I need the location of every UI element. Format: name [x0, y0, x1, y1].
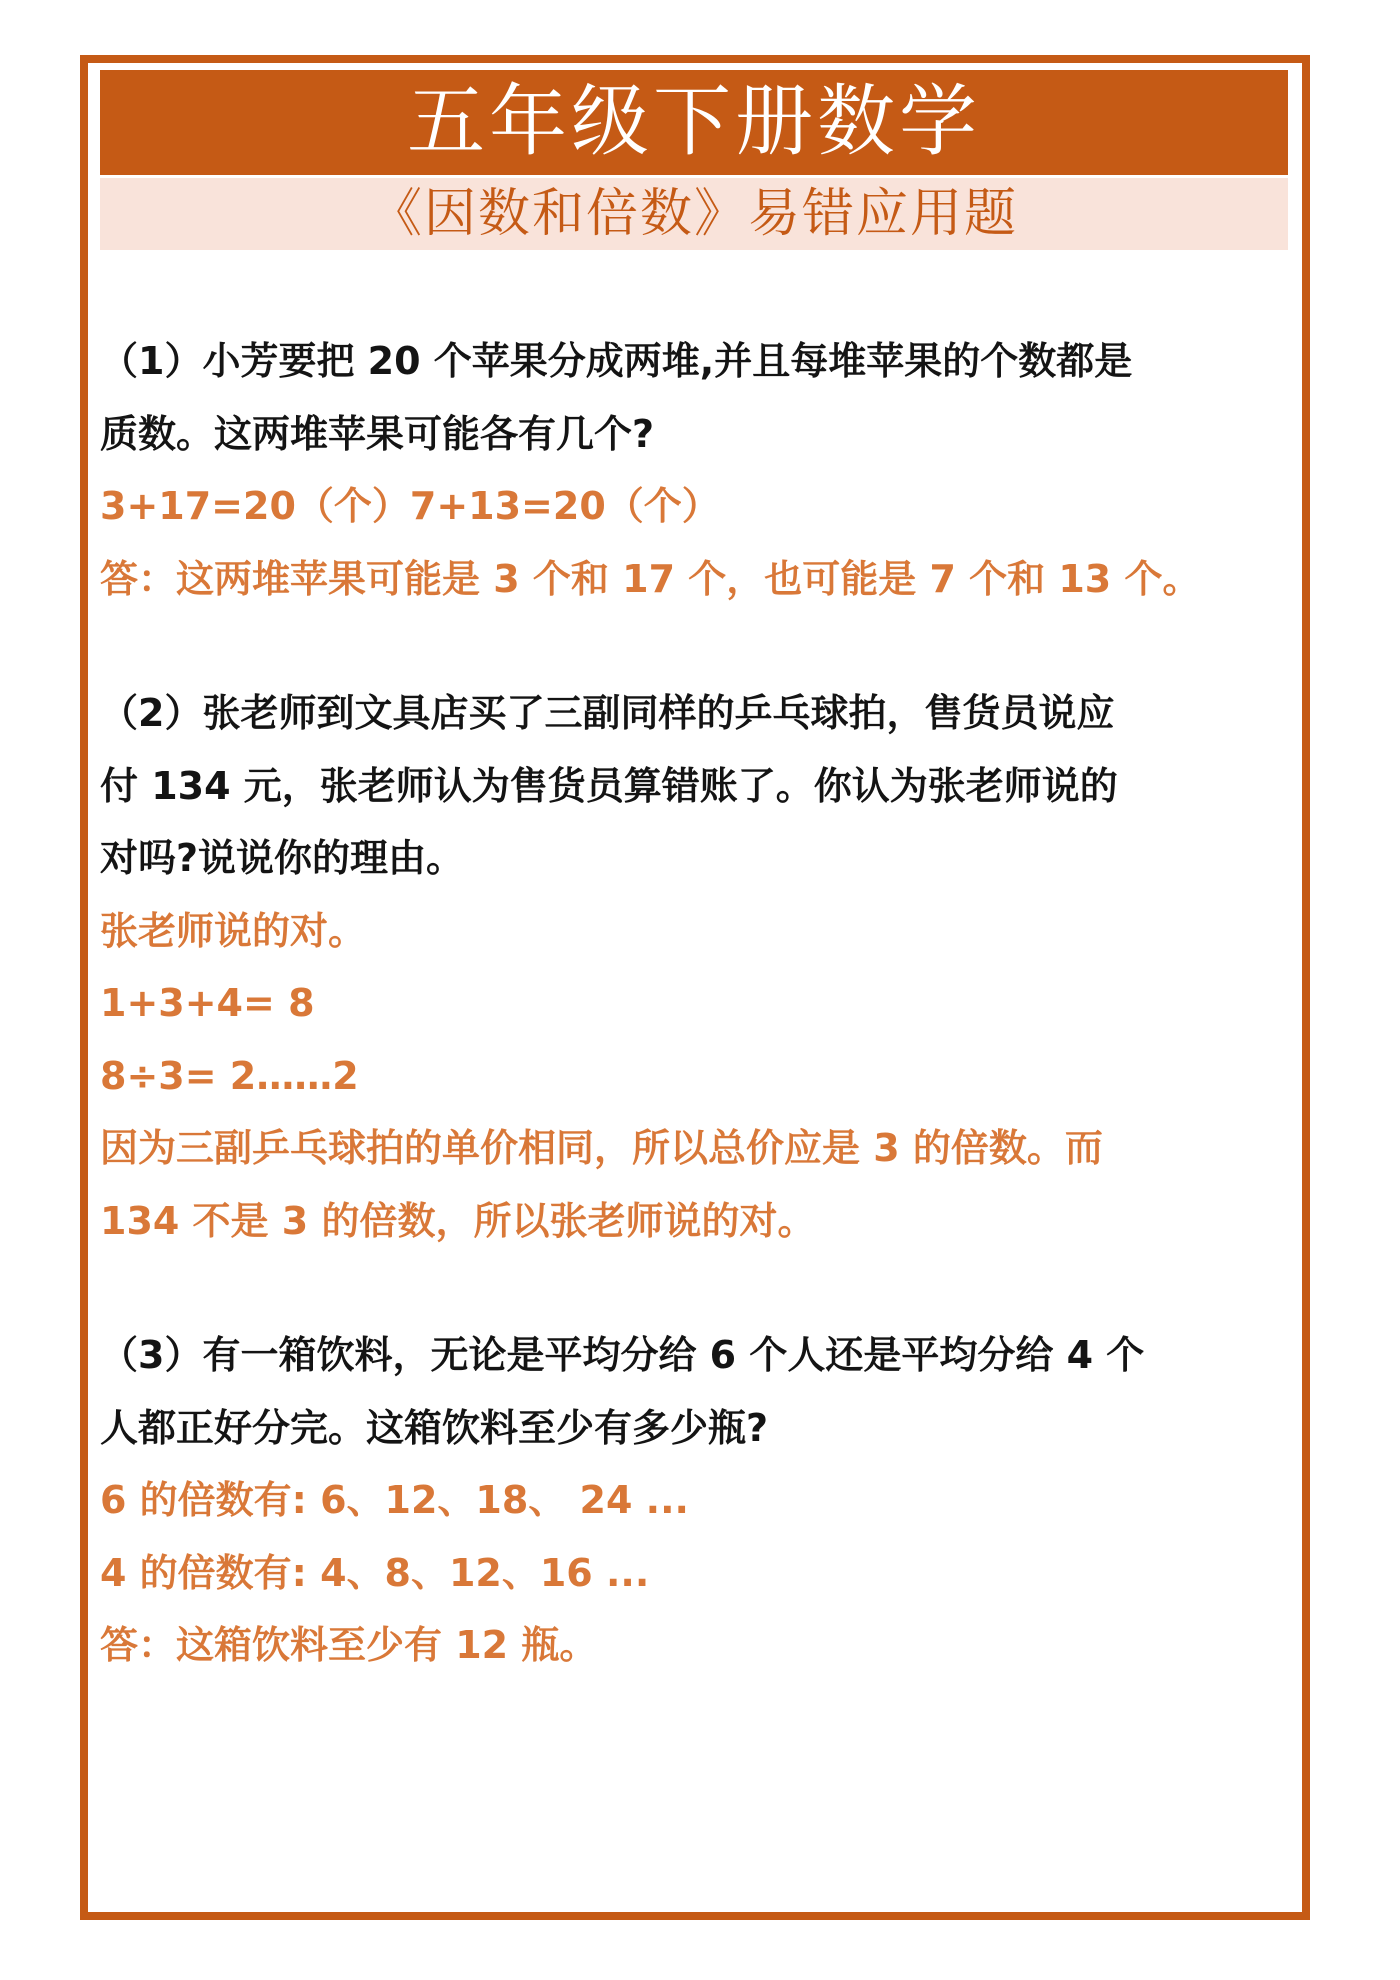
question-3 [100, 1319, 1300, 1682]
question-text-line: 对吗?说说你的理由。 [100, 836, 465, 880]
answer-text-line: 1+3+4= 8 [100, 981, 315, 1025]
answer-text-line: 6 的倍数有: 6、12、18、 24 ... [100, 1478, 689, 1522]
question-2 [100, 677, 1300, 1257]
question-text-line: （2）张老师到文具店买了三副同样的乒乓球拍，售货员说应 [100, 691, 1115, 735]
answer-text-line: 3+17=20（个）7+13=20（个） [100, 484, 720, 528]
answer-text-line: 134 不是 3 的倍数，所以张老师说的对。 [100, 1198, 816, 1243]
answer-text-line: 8÷3= 2……2 [100, 1053, 359, 1098]
question-text-line: 付 134 元，张老师认为售货员算错账了。你认为张老师说的 [100, 763, 1118, 808]
page-subtitle: 《因数和倍数》易错应用题 [100, 178, 1288, 250]
question-text-line: （1）小芳要把 20 个苹果分成两堆,并且每堆苹果的个数都是 [100, 339, 1133, 383]
answer-text-line: 张老师说的对。 [100, 908, 367, 953]
question-text-line: （3）有一箱饮料，无论是平均分给 6 个人还是平均分给 4 个 [100, 1333, 1145, 1377]
answer-text-line: 答：这箱饮料至少有 12 瓶。 [100, 1623, 598, 1667]
questions-list [100, 325, 1300, 1744]
answer-text-line: 答：这两堆苹果可能是 3 个和 17 个，也可能是 7 个和 13 个。 [100, 556, 1201, 601]
question-text-line: 人都正好分完。这箱饮料至少有多少瓶? [100, 1405, 769, 1450]
answer-text-line: 因为三副乒乓球拍的单价相同，所以总价应是 3 的倍数。而 [100, 1126, 1103, 1170]
question-1 [100, 325, 1300, 615]
answer-text-line: 4 的倍数有: 4、8、12、16 ... [100, 1550, 650, 1595]
question-text-line: 质数。这两堆苹果可能各有几个? [100, 411, 655, 456]
page-title: 五年级下册数学 [100, 70, 1288, 175]
